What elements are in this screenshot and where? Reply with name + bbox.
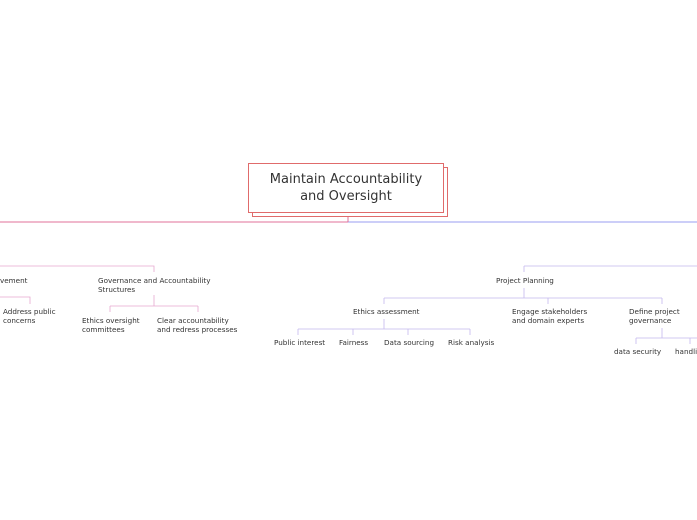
- node-address-public-concerns[interactable]: Address public concerns: [3, 307, 56, 325]
- node-public-interest[interactable]: Public interest: [274, 338, 326, 347]
- node-engage-stakeholders[interactable]: Engage stakeholders and domain experts: [512, 307, 588, 325]
- node-data-security[interactable]: data security: [614, 347, 662, 356]
- left-engagement-line: [0, 297, 30, 304]
- node-project-planning[interactable]: Project Planning: [496, 276, 554, 285]
- governance-children-line: [110, 295, 198, 312]
- governance-right-children-line: [636, 328, 697, 344]
- planning-children-line: [384, 288, 662, 304]
- project-planning-line: [524, 266, 697, 272]
- node-redress-processes[interactable]: Clear accountability and redress processes: [157, 316, 238, 334]
- node-ethics-oversight-committees[interactable]: Ethics oversight committees: [82, 316, 140, 334]
- node-handling[interactable]: handli: [675, 347, 697, 356]
- node-engagement[interactable]: vement: [0, 276, 28, 285]
- node-ethics-assessment[interactable]: Ethics assessment: [353, 307, 420, 316]
- ethics-children-line: [298, 319, 470, 335]
- left-sub-line: [0, 266, 154, 272]
- root-node-label: Maintain Accountability and Oversight: [269, 172, 423, 204]
- node-risk-analysis[interactable]: Risk analysis: [448, 338, 495, 347]
- node-governance-structures[interactable]: Governance and Accountability Structures: [98, 276, 211, 294]
- node-define-project-governance[interactable]: Define project governance: [629, 307, 680, 325]
- root-node[interactable]: [248, 163, 444, 213]
- node-data-sourcing[interactable]: Data sourcing: [384, 338, 435, 347]
- node-fairness[interactable]: Fairness: [339, 338, 369, 347]
